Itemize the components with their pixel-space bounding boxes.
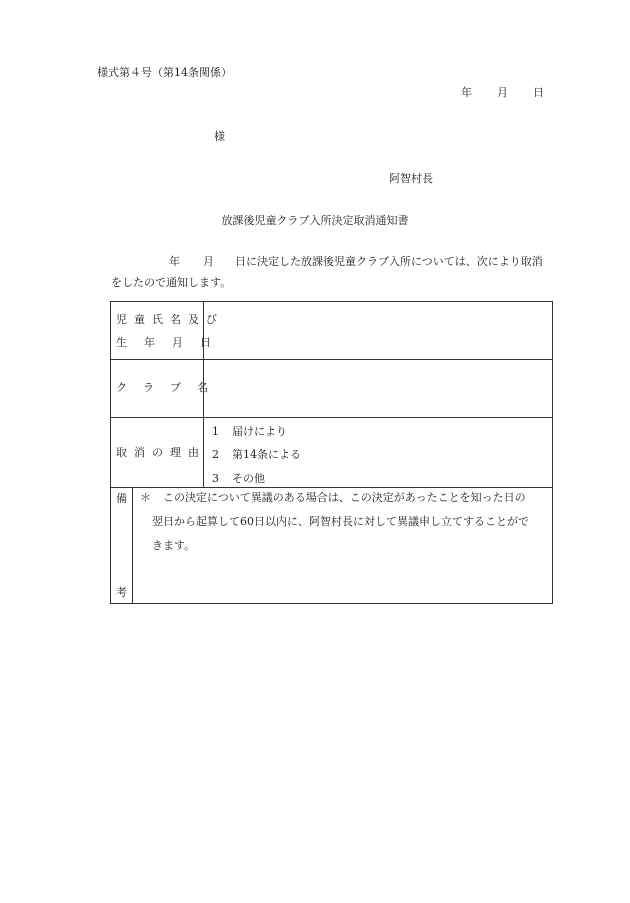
date-month: 月 (497, 86, 508, 99)
reason-number: 1 (212, 425, 219, 438)
child-name-dob-field[interactable] (204, 302, 552, 359)
body-text-rest: 日に決定した放課後児童クラブ入所については、次により取消 (235, 255, 543, 268)
reason-text: 届けにより (232, 425, 287, 438)
reason-item-2 (212, 446, 301, 462)
club-name-label: クラブ名 (116, 381, 224, 394)
date-line (461, 86, 544, 100)
remarks-divider (132, 487, 133, 604)
body-text-line-1 (169, 255, 543, 269)
body-month: 月 (203, 255, 214, 268)
reason-item-3 (212, 470, 265, 486)
remarks-label-top: 備 (116, 492, 127, 505)
date-year: 年 (461, 86, 472, 99)
reason-text: 第14条による (232, 448, 301, 461)
cancel-reason-label: 取消の理由 (116, 446, 206, 459)
document-title: 放課後児童クラブ入所決定取消通知書 (221, 214, 409, 227)
note-line-3: きます。 (152, 539, 196, 552)
body-year: 年 (169, 255, 180, 268)
reason-item-1 (212, 423, 287, 439)
addressee-suffix: 様 (214, 130, 225, 143)
issuer-name: 阿智村長 (389, 172, 433, 185)
club-name-field[interactable] (204, 360, 552, 417)
note-line-2: 翌日から起算して60日以内に、阿智村長に対して異議申し立てすることがで (152, 515, 529, 528)
reason-text: その他 (232, 472, 265, 485)
birth-date-label: 生年月日 (116, 336, 228, 349)
note-line-1: この決定について異議のある場合は、この決定があったことを知った日の (163, 491, 526, 504)
remarks-label-bottom: 考 (116, 586, 127, 599)
row-divider (111, 487, 552, 488)
body-text-line-2: をしたので通知します。 (111, 276, 232, 289)
form-number: 様式第４号（第14条関係） (97, 66, 232, 79)
note-asterisk: ＊ (140, 491, 151, 504)
reason-number: 3 (212, 472, 219, 485)
date-day: 日 (533, 86, 544, 99)
reason-number: 2 (212, 448, 219, 461)
form-table (110, 301, 553, 604)
row-divider (111, 417, 552, 418)
child-name-label: 児童氏名及び (116, 313, 224, 326)
